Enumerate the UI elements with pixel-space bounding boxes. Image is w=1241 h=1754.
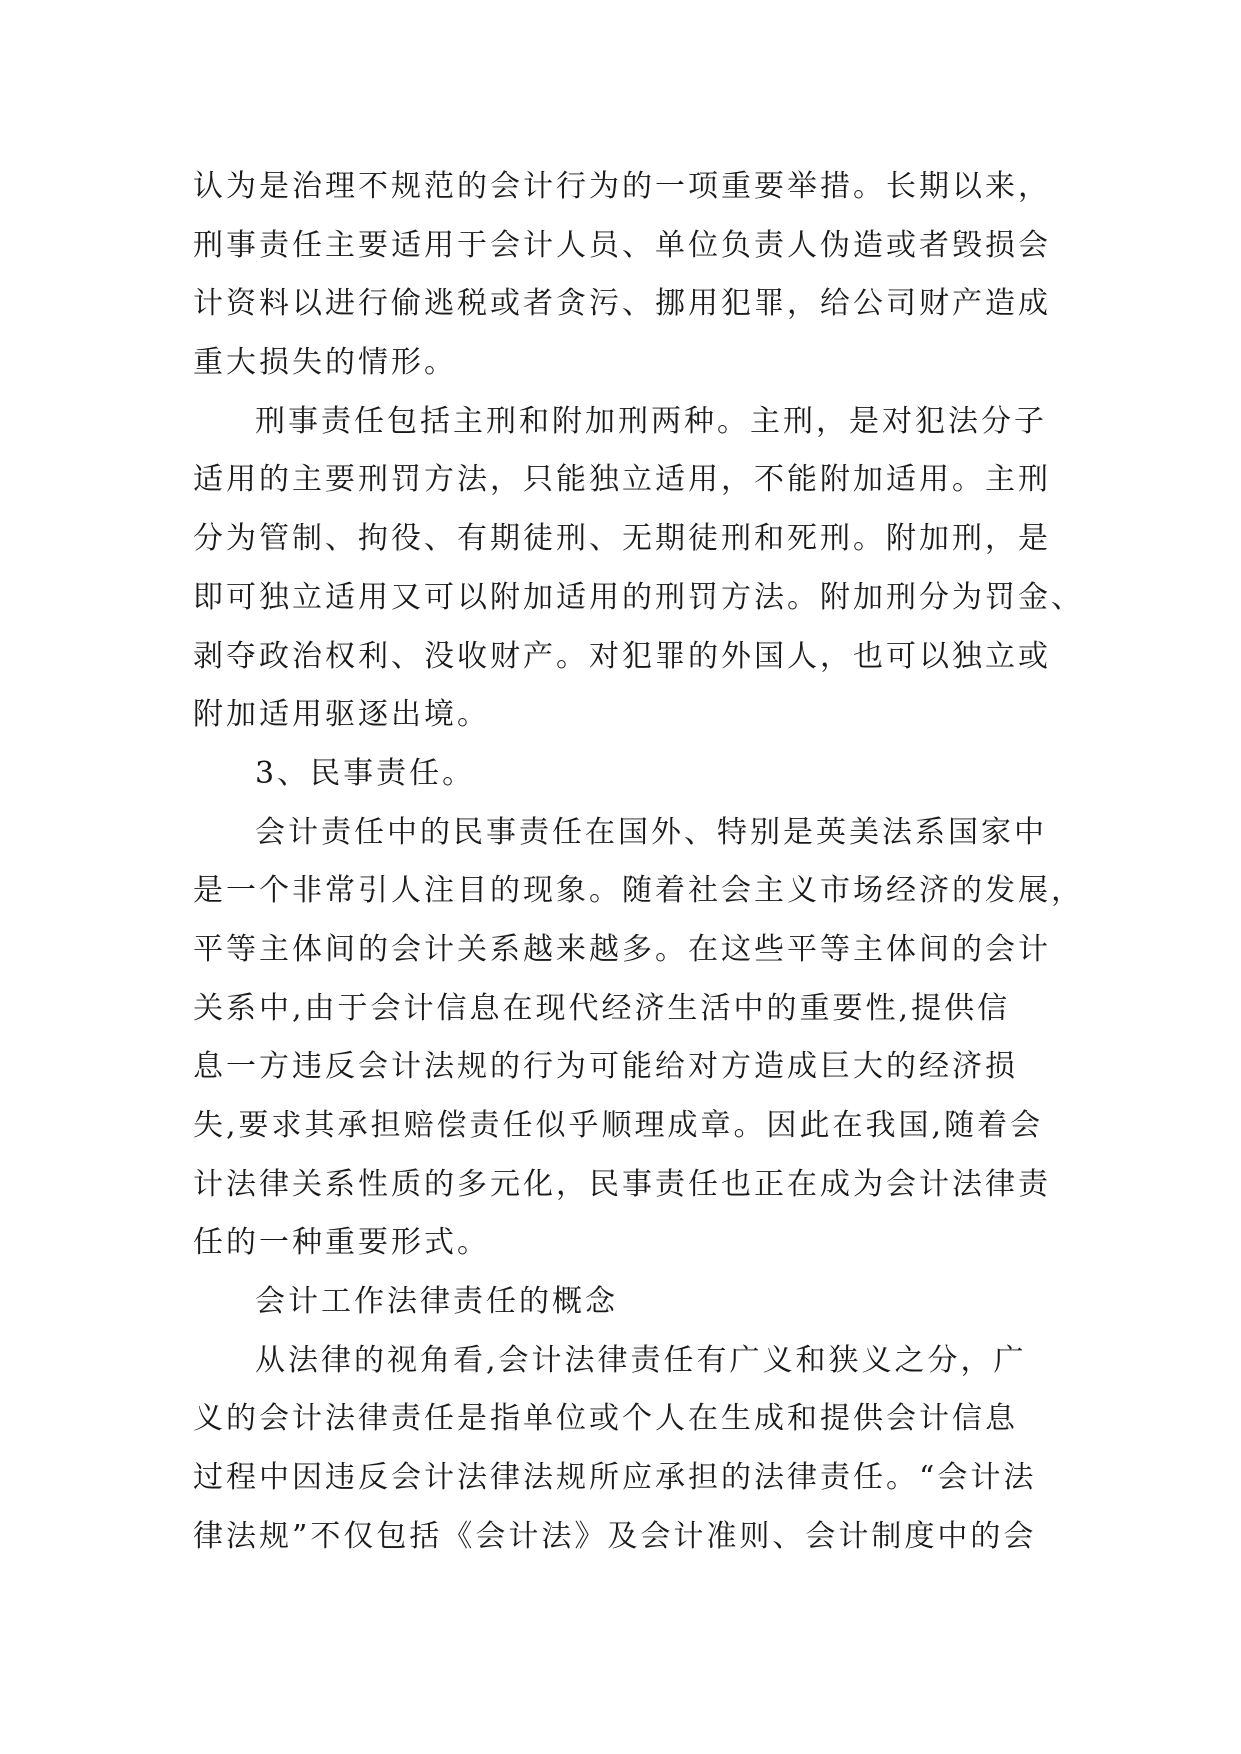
paragraph-first-line: 刑事责任包括主刑和附加刑两种。主刑，是对犯法分子 (255, 403, 1047, 439)
text-line: 义的会计法律责任是指单位或个人在生成和提供会计信息 (193, 1401, 1018, 1437)
text-line: 任的一种重要形式。 (193, 1225, 490, 1261)
paragraph-first-line: 会计责任中的民事责任在国外、特别是英美法系国家中 (255, 814, 1047, 850)
text-line: 认为是治理不规范的会计行为的一项重要举措。长期以来， (193, 169, 1051, 204)
text-line: 失,要求其承担赔偿责任似乎顺理成章。因此在我国,随着会 (193, 1108, 1044, 1143)
section-heading: 3、民事责任。 (255, 755, 476, 791)
text-line: 即可独立适用又可以附加适用的刑罚方法。附加刑分为罚金、 (193, 579, 1084, 615)
text-line: 计资料以进行偷逃税或者贪污、挪用犯罪，给公司财产造成 (193, 286, 1051, 322)
text-line: 计法律关系性质的多元化，民事责任也正在成为会计法律责 (193, 1166, 1051, 1202)
text-line: 是一个非常引人注目的现象。随着社会主义市场经济的发展， (193, 873, 1084, 909)
text-line: 律法规”不仅包括《会计法》及会计准则、会计制度中的会 (193, 1518, 1037, 1554)
text-line: 息一方违反会计法规的行为可能给对方造成巨大的经济损 (193, 1049, 1018, 1085)
text-line: 关系中,由于会计信息在现代经济生活中的重要性,提供信 (193, 990, 1011, 1026)
text-line: 适用的主要刑罚方法，只能独立适用，不能附加适用。主刑 (193, 462, 1051, 498)
section-heading: 会计工作法律责任的概念 (255, 1284, 618, 1320)
text-line: 过程中因违反会计法律法规所应承担的法律责任。“会计法 (193, 1460, 1037, 1496)
text-line: 附加适用驱逐出境。 (193, 697, 490, 733)
body-text (193, 158, 1084, 1567)
text-line: 分为管制、拘役、有期徒刑、无期徒刑和死刑。附加刑，是 (193, 521, 1051, 557)
text-line: 平等主体间的会计关系越来越多。在这些平等主体间的会计 (193, 931, 1051, 967)
text-line: 刑事责任主要适用于会计人员、单位负责人伪造或者毁损会 (193, 227, 1051, 263)
text-line: 重大损失的情形。 (193, 345, 457, 381)
paragraph-first-line: 从法律的视角看,会计法律责任有广义和狭义之分，广 (255, 1342, 1027, 1378)
text-line: 剥夺政治权利、没收财产。对犯罪的外国人，也可以独立或 (193, 638, 1051, 674)
